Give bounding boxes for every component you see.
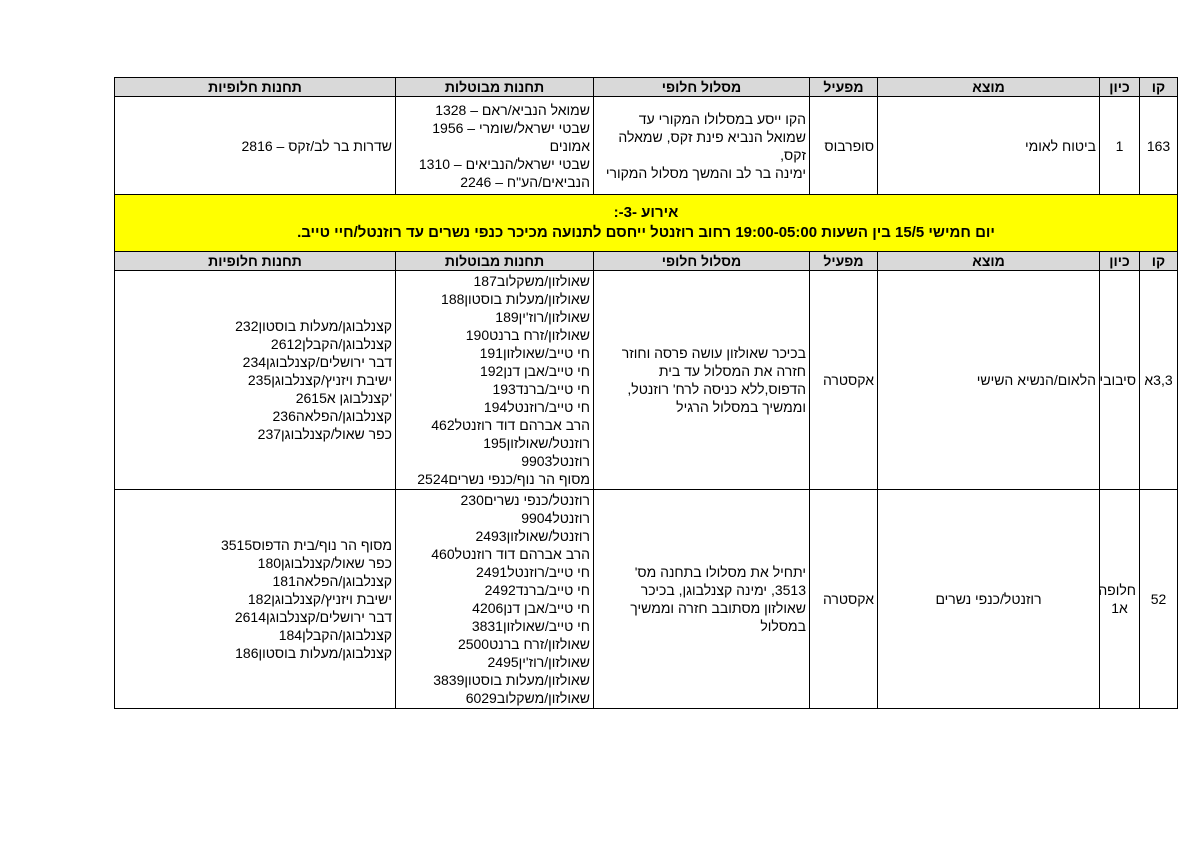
- station-item: הרב אברהם דוד רוזנטל462: [431, 417, 590, 433]
- header-direction: כיון: [1100, 78, 1140, 97]
- cell-operator: סופרבוס: [810, 97, 878, 195]
- text-line: בכיכר שאולזון עושה פרסה וחוזר: [621, 345, 806, 361]
- cell-origin: ביטוח לאומי: [878, 97, 1100, 195]
- station-item: כפר שאול/קצנלבוגן237: [257, 426, 392, 442]
- header-alt-stations: תחנות חלופיות: [115, 252, 396, 271]
- station-item: שאולזון/מעלות בוסטון188: [441, 291, 590, 307]
- event-banner-row: [115, 195, 1178, 252]
- text-line: ימינה בר לב והמשך מסלול המקורי: [605, 164, 806, 181]
- cell-direction: חלופה א1: [1100, 490, 1140, 709]
- station-item: רוזנטל9904: [521, 510, 590, 526]
- cell-cancelled-stations: [396, 271, 594, 490]
- text-line: הקו ייסע במסלולו המקורי עד: [638, 110, 806, 127]
- station-item: חי טייב/שאולזון191: [479, 345, 590, 361]
- station-item: שאולזון/זרח ברנט190: [465, 327, 590, 343]
- header-cancelled-stations: תחנות מבוטלות: [396, 252, 594, 271]
- text-line: במסלול: [760, 618, 806, 634]
- table-header-row: [115, 252, 1178, 271]
- cell-direction: סיבובי: [1100, 271, 1140, 490]
- header-direction: כיון: [1100, 252, 1140, 271]
- cell-operator: אקסטרה: [810, 271, 878, 490]
- cell-origin: הלאום/הנשיא השישי: [878, 271, 1100, 490]
- header-cancelled-stations: תחנות מבוטלות: [396, 78, 594, 97]
- station-item: חי טייב/ברנד193: [492, 381, 590, 397]
- text-line: 3513, ימינה קצנלבוגן, בכיכר: [640, 582, 806, 598]
- station-item: חי טייב/רוזנטל194: [483, 399, 590, 415]
- station-item: רוזנטל/שאולזון195: [483, 435, 590, 451]
- header-line: קו: [1140, 252, 1178, 271]
- text-line: וממשיך במסלול הרגיל: [676, 399, 806, 415]
- header-operator: מפעיל: [810, 78, 878, 97]
- station-item: שבטי ישראל/הנביאים – 1310: [418, 155, 590, 172]
- text-line: זקס,: [780, 146, 806, 163]
- station-item: הרב אברהם דוד רוזנטל460: [431, 546, 590, 562]
- station-item: קצנלבוגן/מעלות בוסטון186: [235, 645, 392, 661]
- text-line: חזרה את המסלול עד בית: [658, 363, 806, 379]
- cell-operator: אקסטרה: [810, 490, 878, 709]
- cell-cancelled-stations: [396, 97, 594, 195]
- station-item: ישיבת ויזניץ/קצנלבוגן235: [247, 372, 392, 388]
- table-row: [115, 490, 1178, 709]
- cell-direction: 1: [1100, 97, 1140, 195]
- text-line: שאולזון מסתובב חזרה וממשיך: [630, 600, 806, 616]
- station-item: רוזנטל/כנפי נשרים230: [460, 492, 590, 508]
- table-row: [115, 97, 1178, 195]
- station-item: אמונים: [549, 137, 590, 154]
- text-line: שמואל הנביא פינת זקס, שמאלה: [618, 128, 806, 145]
- cell-alt-stations: שדרות בר לב/זקס – 2816: [115, 97, 396, 195]
- station-item: 'קצנלבוגן א2615: [295, 390, 392, 406]
- table-header-row: [115, 78, 1178, 97]
- cell-line: 3,3א: [1140, 271, 1178, 490]
- cell-alt-route: [594, 97, 810, 195]
- station-item: דבר ירושלים/קצנלבוגן2614: [234, 609, 392, 625]
- text-line: יתחיל את מסלולו בתחנה מס': [634, 564, 806, 580]
- station-item: שאולזון/זרח ברנט2500: [457, 636, 590, 652]
- station-item: דבר ירושלים/קצנלבוגן234: [242, 354, 392, 370]
- station-item: שבטי ישראל/שומרי – 1956: [432, 119, 590, 136]
- header-alt-route: מסלול חלופי: [594, 252, 810, 271]
- station-item: מסוף הר נוף/בית הדפוס3515: [220, 537, 392, 553]
- header-origin: מוצא: [878, 252, 1100, 271]
- detours-table-wrap: [114, 77, 1177, 709]
- event-banner: [115, 195, 1178, 252]
- station-item: כפר שאול/קצנלבוגן180: [257, 555, 392, 571]
- cell-alt-stations: [115, 490, 396, 709]
- cell-line: 163: [1140, 97, 1178, 195]
- station-item: קצנלבוגן/מעלות בוסטון232: [235, 318, 392, 334]
- station-item: קצנלבוגן/הפלאה181: [272, 573, 392, 589]
- station-item: שאולזון/מעלות בוסטון3839: [433, 672, 590, 688]
- cell-line: 52: [1140, 490, 1178, 709]
- event-title: אירוע -3-:: [613, 204, 679, 221]
- cell-alt-route: [594, 271, 810, 490]
- station-item: חי טייב/אבן דנן4206: [472, 600, 590, 616]
- station-item: שמואל הנביא/ראם – 1328: [435, 101, 590, 118]
- station-item: חי טייב/ברנד2492: [484, 582, 590, 598]
- station-item: שאולזון/רוז'ין2495: [487, 654, 590, 670]
- station-item: חי טייב/שאולזון3831: [471, 618, 590, 634]
- station-item: חי טייב/רוזנטל2491: [476, 564, 590, 580]
- event-text: יום חמישי 15/5 בין השעות 19:00-05:00 רחוב רוזנטל ייחסם לתנועה מכיכר כנפי נשרים עד רוזנטל/חיי טייב.: [297, 224, 995, 241]
- station-item: רוזנטל9903: [521, 453, 590, 469]
- header-origin: מוצא: [878, 78, 1100, 97]
- cell-origin: רוזנטל/כנפי נשרים: [878, 490, 1100, 709]
- station-item: קצנלבוגן/הקבלן184: [278, 627, 392, 643]
- header-line: קו: [1140, 78, 1178, 97]
- cell-alt-route: [594, 490, 810, 709]
- text-line: הדפוס,ללא כניסה לרח' רוזנטל,: [627, 381, 806, 397]
- station-item: חי טייב/אבן דנן192: [479, 363, 590, 379]
- station-item: רוזנטל/שאולזון2493: [475, 528, 590, 544]
- header-operator: מפעיל: [810, 252, 878, 271]
- station-item: שאולזון/רוז'ין189: [495, 309, 590, 325]
- cell-cancelled-stations: [396, 490, 594, 709]
- station-item: קצנלבוגן/הפלאה236: [272, 408, 392, 424]
- station-item: הנביאים/הע"ח – 2246: [460, 173, 590, 190]
- detours-table: [114, 77, 1178, 709]
- header-alt-route: מסלול חלופי: [594, 78, 810, 97]
- station-item: קצנלבוגן/הקבלן2612: [270, 336, 392, 352]
- station-item: מסוף הר נוף/כנפי נשרים2524: [417, 471, 590, 487]
- cell-alt-stations: [115, 271, 396, 490]
- table-row: [115, 271, 1178, 490]
- header-alt-stations: תחנות חלופיות: [115, 78, 396, 97]
- station-item: שאולזון/משקלוב6029: [465, 690, 590, 706]
- station-item: ישיבת ויזניץ/קצנלבוגן182: [247, 591, 392, 607]
- station-item: שאולזון/משקלוב187: [473, 273, 590, 289]
